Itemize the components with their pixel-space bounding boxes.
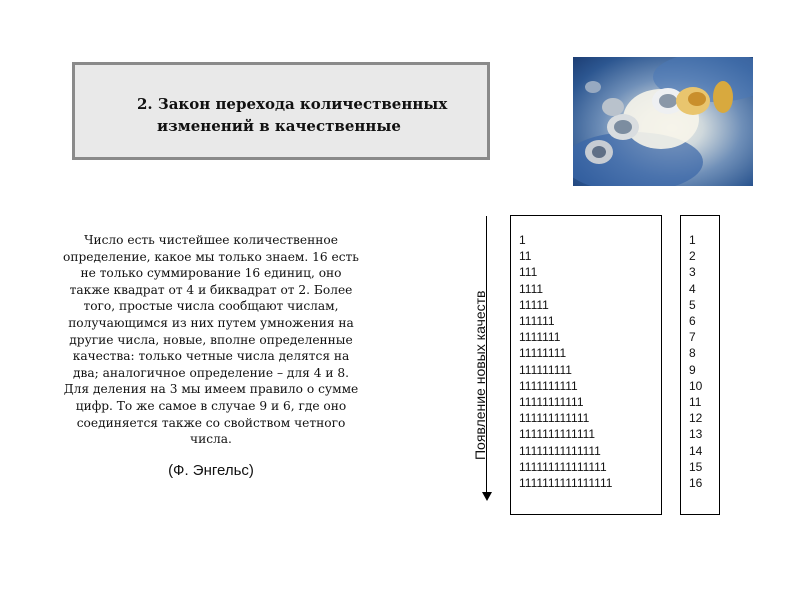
ones-row: 11 [519,249,532,264]
arrow-line [486,216,487,494]
ones-column [510,215,662,515]
quote-line: числа. [190,432,232,447]
number-row: 15 [689,459,703,474]
engels-quote [36,232,386,448]
quote-line: также квадрат от 4 и биквадрат от 2. Более [69,282,353,297]
quote-line: два; аналогичное определение – для 4 и 8. [73,365,349,380]
ones-row: 111111111111111 [519,459,607,474]
ones-row: 11111 [519,297,549,312]
number-row: 13 [689,427,703,442]
number-row: 11 [689,395,702,410]
seashells-image [573,57,753,186]
quote-line: другие числа, новые, вполне определенные [69,332,353,347]
number-row: 7 [689,330,696,345]
quote-line: соединяется также со свойством четного [76,415,346,430]
quote-line: получающимся из них путем умножения на [68,315,354,330]
ones-row: 11111111111111 [519,443,601,458]
ones-row: 11111111111 [519,395,584,410]
ones-row: 111111111 [519,362,572,377]
ones-row: 111111 [519,314,555,329]
ones-row: 1111111 [519,330,561,345]
number-row: 1 [689,233,696,247]
quote-line: Для деления на 3 мы имеем правило о сумме [63,382,359,397]
ones-row: 1 [519,233,526,247]
number-row: 8 [689,346,696,361]
decorative-photo [573,57,753,186]
number-row: 4 [689,281,696,296]
numbers-column [680,215,720,515]
number-row: 16 [689,476,703,491]
quote-author: (Ф. Энгельс) [168,462,254,479]
arrow-down-icon [482,492,492,501]
number-row: 14 [689,443,703,458]
quote-line: цифр. То же самое в случае 9 и 6, где оно [75,398,347,413]
ones-row: 1111111111111111 [519,476,613,491]
quote-line: не только суммирование 16 единиц, оно [80,266,342,281]
ones-row: 1111111111111 [519,427,596,442]
ones-row: 1111 [519,281,544,296]
number-row: 10 [689,378,703,393]
number-row: 12 [689,411,703,426]
quote-line: Число есть чистейшее количественное [84,233,338,247]
title-line-1: 2. Закон перехода количественных [137,95,448,113]
title-line-2: изменений в качественные [157,117,401,135]
axis-label: Появление новых качеств [472,290,488,460]
number-row: 2 [689,249,696,264]
ones-row: 111 [519,265,538,280]
number-row: 6 [689,314,696,329]
quote-line: того, простые числа сообщают числам, [83,299,339,314]
ones-row: 111111111111 [519,411,590,426]
ones-row: 11111111 [519,346,567,361]
ones-row: 1111111111 [519,378,578,393]
title-box [72,62,490,160]
number-row: 9 [689,362,696,377]
quote-line: определение, какое мы только знаем. 16 есть [63,249,359,264]
number-row: 3 [689,265,696,280]
quote-line: качества: только четные числа делятся на [72,349,350,364]
number-row: 5 [689,297,696,312]
